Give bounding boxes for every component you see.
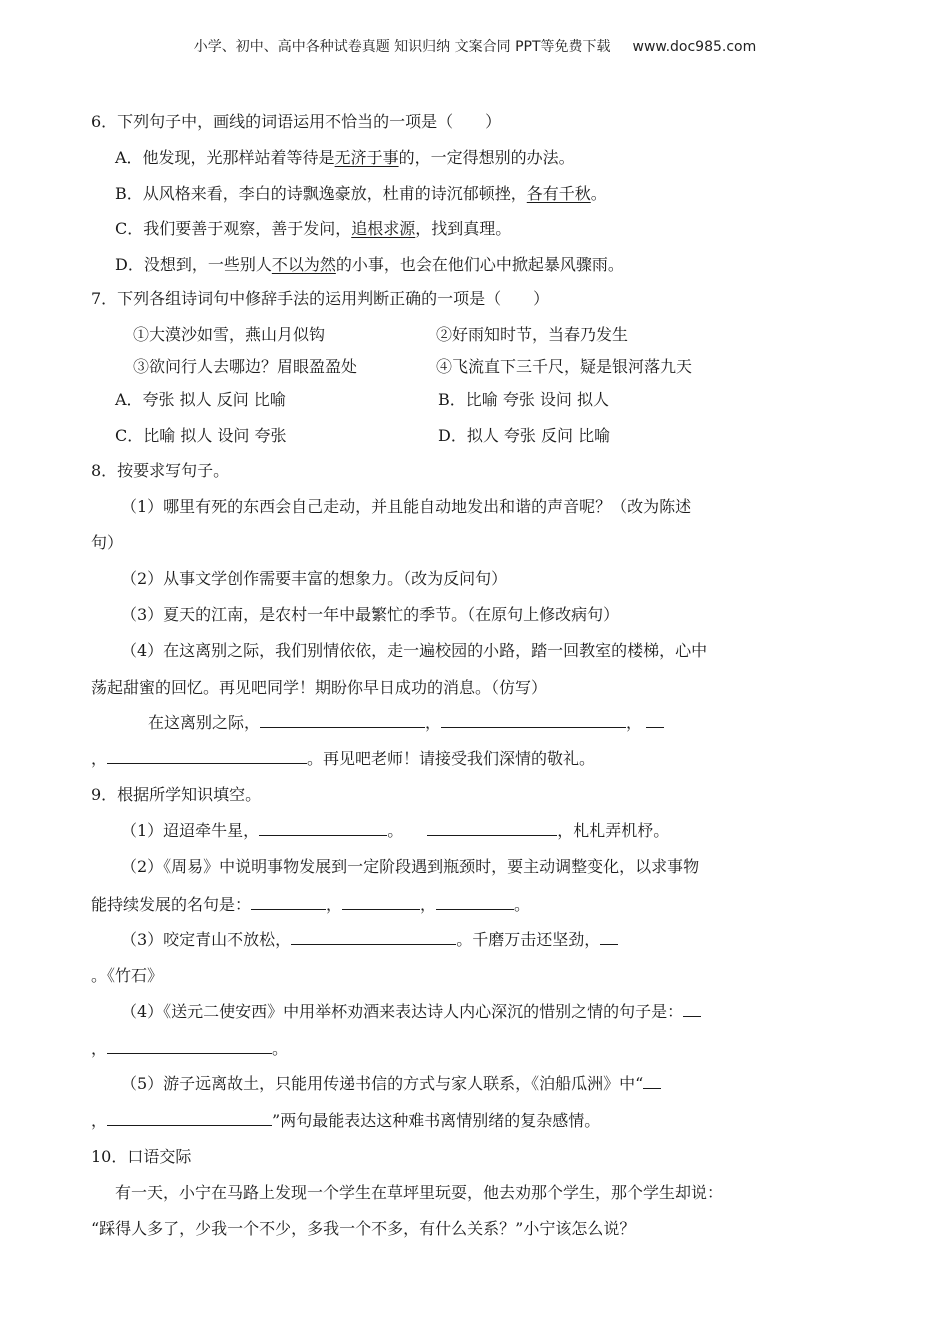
underlined-word: 各有千秋 <box>526 184 591 203</box>
q9-part-1: （1）迢迢牵牛星， 。 ，札札弄机杼。 <box>121 821 670 840</box>
q7-sentence-1: ①大漠沙如雪，燕山月似钩 <box>133 325 326 344</box>
q8-imitation-line: 在这离别之际， ， ， <box>148 712 664 734</box>
underlined-word: 不以为然 <box>271 255 336 274</box>
underlined-word: 追根求源 <box>351 219 416 238</box>
answer-blank[interactable] <box>683 1002 701 1017</box>
q8-part-2: （2）从事文学创作需要丰富的想象力。（改为反问句） <box>121 569 508 588</box>
q8-part-4: （4）在这离别之际，我们别情依依，走一遍校园的小路，踏一回教室的楼梯，心中 <box>121 641 708 660</box>
answer-blank[interactable] <box>107 749 307 764</box>
q8-part-3: （3）夏天的江南，是农村一年中最繁忙的季节。（在原句上修改病句） <box>121 605 620 624</box>
q9-part-4-cont: ， 。 <box>91 1039 289 1058</box>
q10-stem: 10．口语交际 <box>91 1147 192 1166</box>
q8-part-1: （1）哪里有死的东西会自己走动，并且能自动地发出和谐的声音呢？（改为陈述 <box>121 497 692 516</box>
answer-blank[interactable] <box>291 930 456 945</box>
q9-stem: 9．根据所学知识填空。 <box>91 785 262 804</box>
q9-part-5: （5）游子远离故土，只能用传递书信的方式与家人联系，《泊船瓜洲》中“ <box>121 1073 661 1095</box>
q8-part-1-cont: 句） <box>91 533 124 552</box>
q6-option-d: D．没想到，一些别人不以为然的小事，也会在他们心中掀起暴风骤雨。 <box>115 255 624 274</box>
answer-blank[interactable] <box>251 895 326 910</box>
q7-option-b: B．比喻 夸张 设问 拟人 <box>438 390 610 409</box>
q7-option-a: A．夸张 拟人 反问 比喻 <box>115 390 286 409</box>
q9-part-5-cont: ， ”两句最能表达这种难书离情别绪的复杂感情。 <box>91 1111 601 1130</box>
q6-option-b: B．从风格来看，李白的诗飘逸豪放，杜甫的诗沉郁顿挫，各有千秋。 <box>115 184 607 203</box>
q8-stem: 8．按要求写句子。 <box>91 461 230 480</box>
answer-blank[interactable] <box>342 895 420 910</box>
header-site[interactable]: www.doc985.com <box>632 39 757 55</box>
answer-blank[interactable] <box>260 713 425 728</box>
answer-blank[interactable] <box>643 1074 661 1089</box>
q9-part-3-cont: 。《竹石》 <box>91 966 164 985</box>
answer-blank[interactable] <box>646 713 664 728</box>
q7-option-d: D．拟人 夸张 反问 比喻 <box>438 426 611 445</box>
answer-blank[interactable] <box>600 930 618 945</box>
answer-blank[interactable] <box>427 821 557 836</box>
q6-stem: 6．下列句子中，画线的词语运用不恰当的一项是（ ） <box>91 112 502 131</box>
q9-part-3: （3）咬定青山不放松， 。千磨万击还坚劲， <box>121 929 618 951</box>
q7-option-c: C．比喻 拟人 设问 夸张 <box>115 426 287 445</box>
header-text: 小学、初中、高中各种试卷真题 知识归纳 文案合同 PPT等免费下载 <box>193 39 611 55</box>
answer-blank[interactable] <box>107 1039 272 1054</box>
q8-part-4-cont: 荡起甜蜜的回忆。再见吧同学！期盼你早日成功的消息。（仿写） <box>91 678 548 697</box>
q7-sentence-4: ④飞流直下三千尺，疑是银河落九天 <box>436 357 693 376</box>
page-header <box>0 36 950 56</box>
q7-sentence-2: ②好雨知时节，当春乃发生 <box>436 325 629 344</box>
underlined-word: 无济于事 <box>334 148 399 167</box>
q9-part-2: （2）《周易》中说明事物发展到一定阶段遇到瓶颈时，要主动调整变化，以求事物 <box>121 857 700 876</box>
q7-stem: 7．下列各组诗词句中修辞手法的运用判断正确的一项是（ ） <box>91 289 550 308</box>
q8-imitation-line-2: ， 。再见吧老师！请接受我们深情的敬礼。 <box>91 749 596 768</box>
q6-option-c: C．我们要善于观察，善于发问，追根求源，找到真理。 <box>115 219 512 238</box>
answer-blank[interactable] <box>436 895 514 910</box>
q9-part-2-cont: 能持续发展的名句是： ， ， 。 <box>91 895 531 914</box>
answer-blank[interactable] <box>441 713 626 728</box>
q6-option-a: A．他发现，光那样站着等待是无济于事的，一定得想别的办法。 <box>115 148 575 167</box>
q9-part-4: （4）《送元二使安西》中用举杯劝酒来表达诗人内心深沉的惜别之情的句子是： <box>121 1001 701 1023</box>
q10-paragraph-1: 有一天，小宁在马路上发现一个学生在草坪里玩耍，他去劝那个学生，那个学生却说： <box>115 1183 724 1202</box>
q10-paragraph-2: “踩得人多了，少我一个不少，多我一个不多，有什么关系？”小宁该怎么说？ <box>91 1219 636 1238</box>
q7-sentence-3: ③欲问行人去哪边？眉眼盈盈处 <box>133 357 358 376</box>
answer-blank[interactable] <box>107 1111 272 1126</box>
answer-blank[interactable] <box>259 821 387 836</box>
